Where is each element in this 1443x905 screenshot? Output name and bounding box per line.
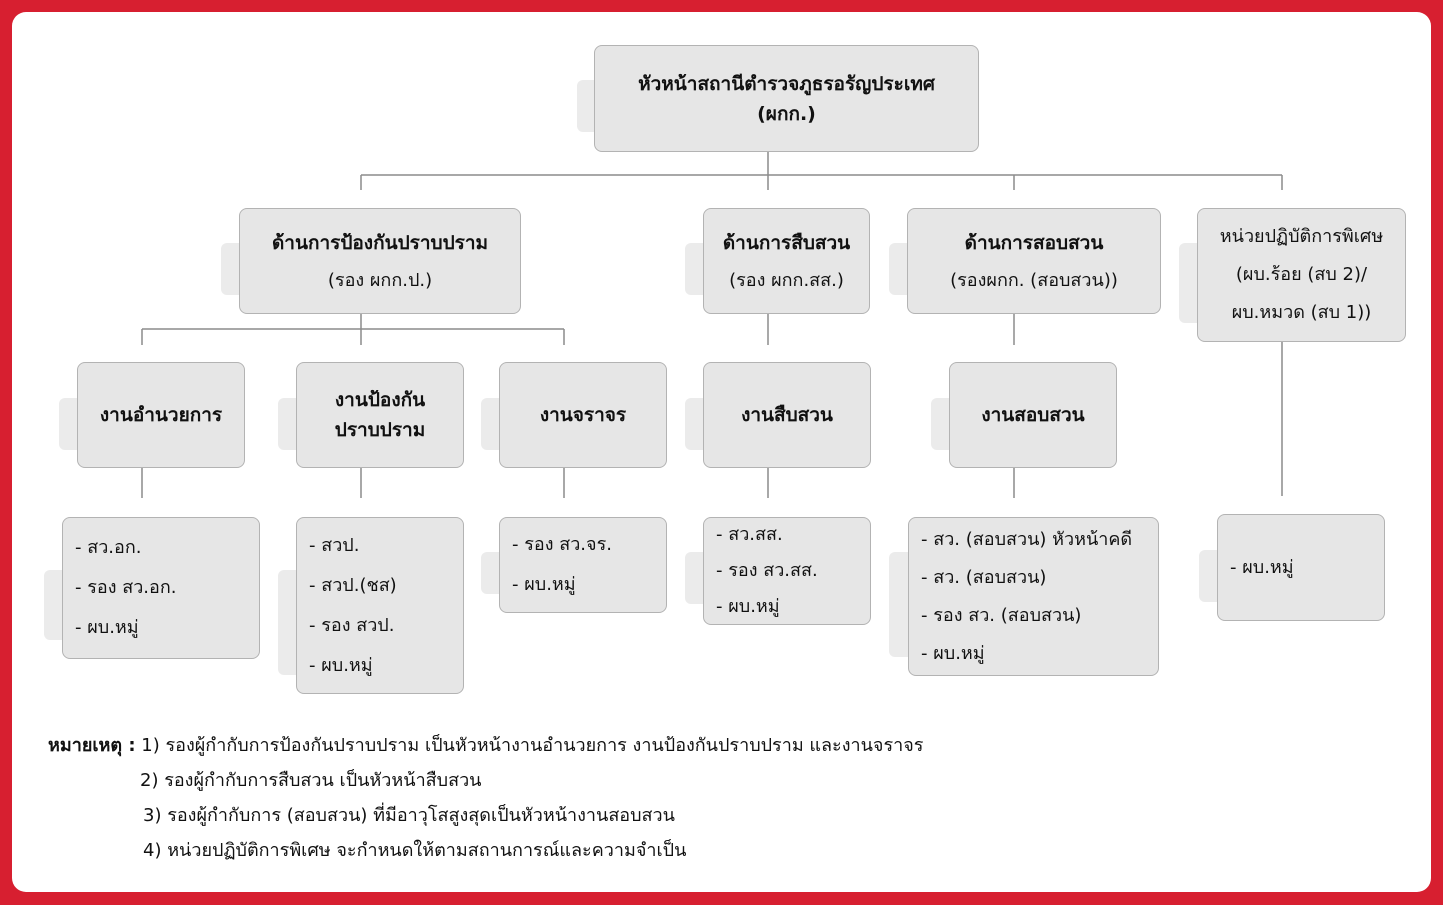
- staff-item: - สวป.(ชส): [309, 574, 397, 596]
- unit-label-line2: ปราบปราม: [334, 419, 426, 441]
- footnote-item: 2) รองผู้กำกับการสืบสวน เป็นหัวหน้าสืบสวน: [140, 770, 482, 791]
- node-unit-traffic: [499, 362, 667, 468]
- connector-prevention: [142, 313, 564, 345]
- staff-list-traffic: [499, 517, 667, 613]
- staff-item: - สวป.: [309, 534, 360, 556]
- staff-item: - รอง สว. (สอบสวน): [921, 604, 1082, 626]
- deputy-sub: (รอง ผกก.สส.): [729, 270, 844, 291]
- deputy-title: ด้านการสอบสวน: [964, 232, 1104, 254]
- staff-item: - ผบ.หมู่: [512, 574, 576, 595]
- footnote-row: [48, 728, 923, 763]
- footnote-item: 1) รองผู้กำกับการป้องกันปราบปราม เป็นหัวหน้างานอำนวยการ งานป้องกันปราบปราม และงานจราจร: [141, 735, 924, 756]
- special-ops-title: หน่วยปฏิบัติการพิเศษ: [1219, 226, 1384, 247]
- unit-label: งานจราจร: [539, 404, 627, 426]
- staff-item: - สว.สส.: [716, 524, 783, 545]
- superintendent-abbr: (ผกก.): [757, 102, 816, 125]
- unit-label: งานสืบสวน: [741, 404, 833, 426]
- footnote-label: หมายเหตุ :: [48, 735, 136, 756]
- connector-units: [142, 467, 1014, 498]
- node-special-ops: [1197, 208, 1406, 342]
- staff-item: - สว.อก.: [75, 537, 142, 558]
- staff-item: - รอง สว.สส.: [716, 560, 818, 581]
- unit-label-line1: งานป้องกัน: [334, 389, 426, 411]
- node-deputy-inquiry: [907, 208, 1161, 314]
- staff-list-inquiry: [908, 517, 1159, 676]
- special-ops-sub1: (ผบ.ร้อย (สบ 2)/: [1235, 264, 1368, 285]
- deputy-sub: (รองผกก. (สอบสวน)): [950, 270, 1118, 291]
- staff-list-investigation: [703, 517, 871, 625]
- footnote-row: [48, 798, 923, 833]
- footnote-item: 4) หน่วยปฏิบัติการพิเศษ จะกำหนดให้ตามสถานการณ์และความจำเป็น: [143, 840, 687, 861]
- deputy-sub: (รอง ผกก.ป.): [327, 270, 433, 291]
- footnote-row: [48, 763, 923, 798]
- node-superintendent: [594, 45, 979, 152]
- staff-list-admin: [62, 517, 260, 659]
- deputy-title: ด้านการสืบสวน: [722, 232, 851, 254]
- node-unit-inquiry: [949, 362, 1117, 468]
- footnote-row: [48, 833, 923, 868]
- staff-item: - รอง สว.จร.: [512, 534, 612, 555]
- footnote-item: 3) รองผู้กำกับการ (สอบสวน) ที่มีอาวุโสสูงสุดเป็นหัวหน้างานสอบสวน: [143, 805, 675, 826]
- node-unit-prevention: [296, 362, 464, 468]
- staff-item: - ผบ.หมู่: [921, 642, 985, 664]
- node-unit-investigation: [703, 362, 871, 468]
- unit-label: งานสอบสวน: [981, 404, 1085, 426]
- staff-item: - รอง สว.อก.: [75, 577, 177, 598]
- deputy-title: ด้านการป้องกันปราบปราม: [271, 232, 489, 254]
- staff-item: - ผบ.หมู่: [716, 596, 780, 617]
- node-deputy-prevention: [239, 208, 521, 314]
- staff-item: - สว. (สอบสวน) หัวหน้าคดี: [921, 528, 1133, 550]
- node-unit-admin: [77, 362, 245, 468]
- connector-top: [361, 152, 1282, 190]
- staff-list-special: [1217, 514, 1385, 621]
- staff-item: - ผบ.หมู่: [1230, 556, 1294, 578]
- unit-label: งานอำนวยการ: [99, 404, 223, 426]
- special-ops-sub2: ผบ.หมวด (สบ 1)): [1231, 302, 1372, 323]
- staff-item: - ผบ.หมู่: [309, 654, 373, 676]
- superintendent-title: หัวหน้าสถานีตำรวจภูธรอรัญประเทศ: [638, 72, 935, 95]
- staff-list-prevention: [296, 517, 464, 694]
- staff-item: - รอง สวป.: [309, 614, 395, 636]
- footnote: [48, 728, 923, 868]
- staff-item: - สว. (สอบสวน): [921, 566, 1047, 588]
- staff-item: - ผบ.หมู่: [75, 617, 139, 638]
- node-deputy-investigation: [703, 208, 870, 314]
